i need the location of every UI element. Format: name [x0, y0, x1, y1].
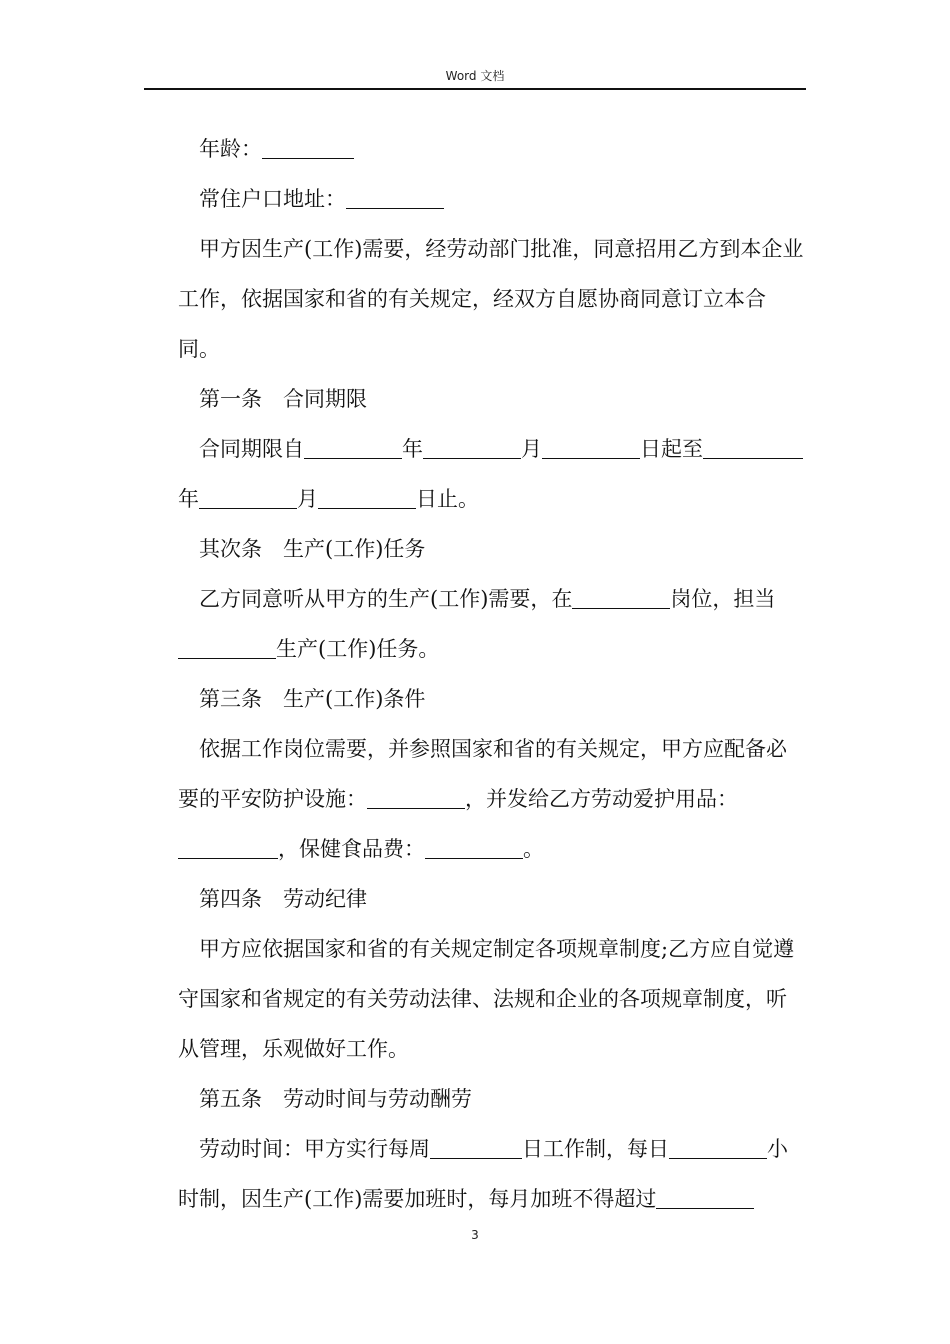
fill-blank-end-year[interactable] — [703, 437, 803, 459]
clause-heading-2: 其次条 生产(工作)任务 — [199, 537, 426, 561]
page-number: 3 — [471, 1228, 479, 1242]
fill-blank-protective-items[interactable] — [178, 837, 278, 859]
paragraph-task: 乙方同意听从甲方的生产(工作)需要，在 岗位，担当生产(工作)任务。 — [178, 574, 806, 674]
paragraph-term: 合同期限自 年 月 日起至年 月 日止。 — [178, 424, 806, 524]
fill-blank-end-day[interactable] — [318, 487, 416, 509]
clause-heading-3: 第三条 生产(工作)条件 — [199, 687, 426, 711]
document-body — [178, 124, 806, 1224]
fill-blank-address[interactable] — [346, 187, 444, 209]
paragraph-working-hours: 劳动时间：甲方实行每周 日工作制，每日 小时制，因生产(工作)需要加班时，每月加班不得超过 — [178, 1137, 788, 1211]
paragraph-conditions: 依据工作岗位需要，并参照国家和省的有关规定，甲方应配备必要的平安防护设施： ，并发给乙方劳动爱护用品：，保健食品费： 。 — [178, 737, 787, 861]
paragraph-address: 常住户口地址： — [178, 174, 806, 224]
clause-heading-4: 第四条 劳动纪律 — [199, 887, 367, 911]
fill-blank-overtime-limit[interactable] — [656, 1187, 754, 1209]
fill-blank-task[interactable] — [178, 637, 276, 659]
fill-blank-daily-hours[interactable] — [669, 1137, 767, 1159]
page-header — [144, 64, 806, 90]
clause-heading-5: 第五条 劳动时间与劳动酬劳 — [199, 1087, 472, 1111]
fill-blank-end-month[interactable] — [199, 487, 297, 509]
fill-blank-start-year[interactable] — [304, 437, 402, 459]
fill-blank-start-day[interactable] — [542, 437, 640, 459]
paragraph-discipline: 甲方应依据国家和省的有关规定制定各项规章制度;乙方应自觉遵守国家和省规定的有关劳动法律、法规和企业的各项规章制度，听从管理，乐观做好工作。 — [178, 937, 795, 1061]
fill-blank-safety-facilities[interactable] — [367, 787, 465, 809]
fill-blank-position[interactable] — [572, 587, 670, 609]
paragraph-preamble: 甲方因生产(工作)需要，经劳动部门批准，同意招用乙方到本企业工作，依据国家和省的有关规定，经双方自愿协商同意订立本合同。 — [178, 237, 804, 361]
clause-heading-1: 第一条 合同期限 — [199, 387, 367, 411]
header-title: Word 文档 — [445, 69, 505, 83]
fill-blank-health-food-fee[interactable] — [425, 837, 523, 859]
fill-blank-age[interactable] — [262, 137, 354, 159]
fill-blank-start-month[interactable] — [423, 437, 521, 459]
paragraph-age: 年龄： — [178, 124, 806, 174]
fill-blank-workdays[interactable] — [430, 1137, 522, 1159]
